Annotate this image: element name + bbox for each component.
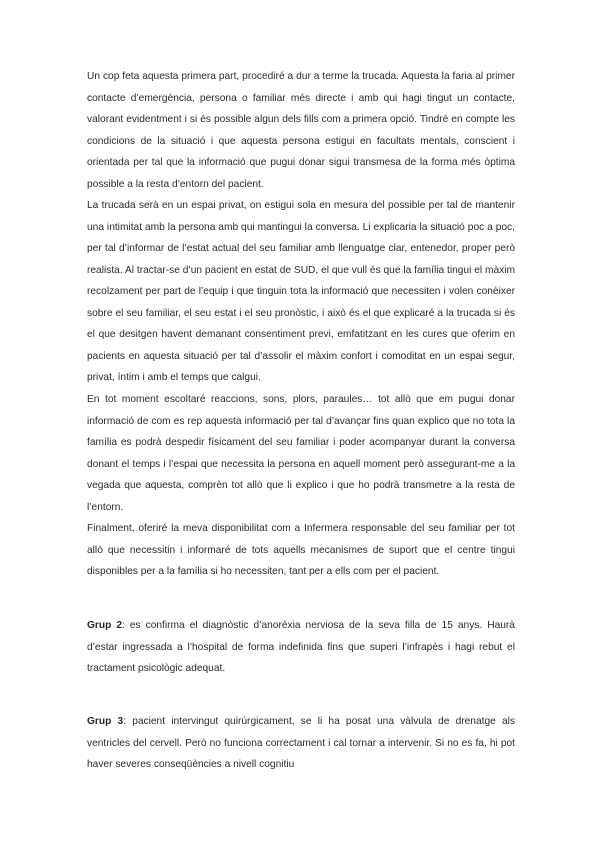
paragraph-text: Finalment, oferiré la meva disponibilitat com a Infermera responsable del seu familiar per tot allò que necessitin i informaré de tots aquells mecanismes de suport que el centre tingui disponibles per a la família si ho necessiten, tant per a ells com per el pacient. — [87, 523, 515, 577]
group-2-section — [87, 615, 515, 680]
group-3-section — [87, 711, 515, 776]
group-2-label: Grup 2 — [87, 620, 123, 631]
paragraph-listening — [87, 389, 515, 518]
group-2-paragraph — [87, 615, 515, 680]
group-2-text: : es confirma el diagnòstic d’anorèxia nerviosa de la seva filla de 15 anys. Haurà d’estar ingressada a l’hospital de forma indefinida fins que superi l’infrapès i hagi rebut el tractament psicològic adequat. — [87, 620, 515, 674]
group-3-paragraph — [87, 711, 515, 776]
paragraph-availability — [87, 518, 515, 583]
paragraph-first-call — [87, 66, 515, 195]
paragraph-call-privacy — [87, 195, 515, 389]
paragraph-text: La trucada serà en un espai privat, on estigui sola en mesura del possible per tal de mantenir una intimitat amb la persona amb qui mantingui la conversa. Li explicaria la situació poc a poc, per tal d’informar de l’estat actual del seu familiar amb llenguatge clar, entenedor, proper però realista. Al tractar-se d’un pacient en estat de SUD, el que vull és que la família tingui el màxim recolzament per part de l’equip i que tinguin tota la informació que necessiten i volen conèixer sobre el seu familiar, el seu estat i el seu pronòstic, i això és el que explicaré a la trucada si és el que desitgen havent demanant consentiment previ, emfatitzant en les cures que oferim en pacients en aquesta situació per tal d’assolir el màxim confort i comoditat en un espai segur, privat, íntim i amb el temps que calgui. — [87, 200, 515, 383]
paragraph-text: Un cop feta aquesta primera part, procediré a dur a terme la trucada. Aquesta la faria al primer contacte d’emergència, persona o familiar més directe i amb qui hagi tingut un contacte, valorant evidentment i si és possible algun dels fills com a primera opció. Tindré en compte les condicions de la situació i que aquesta persona estigui en facultats mentals, conscient i orientada per tal que la informació que pugui donar sigui transmesa de la forma més òptima possible a la resta d’entorn del pacient. — [87, 71, 515, 190]
group-3-text: : pacient intervingut quirúrgicament, se li ha posat una vàlvula de drenatge als ventricles del cervell. Però no funciona correctament i cal tornar a intervenir. Si no es fa, hi pot haver severes conseqüències a nivell cognitiu — [87, 716, 515, 770]
paragraph-text: En tot moment escoltaré reaccions, sons, plors, paraules… tot allò que em pugui donar informació de com es rep aquesta informació per tal d’avançar fins quan explico que no tota la família es podrà despedir físicament del seu familiar i poder acompanyar durant la conversa donant el temps i l’espai que necessita la persona en aquell moment però assegurant-me a la vegada que aquesta, comprèn tot allò que li explico i que ho podrà transmetre a la resta de l’entorn. — [87, 394, 515, 513]
group-3-label: Grup 3 — [87, 716, 124, 727]
